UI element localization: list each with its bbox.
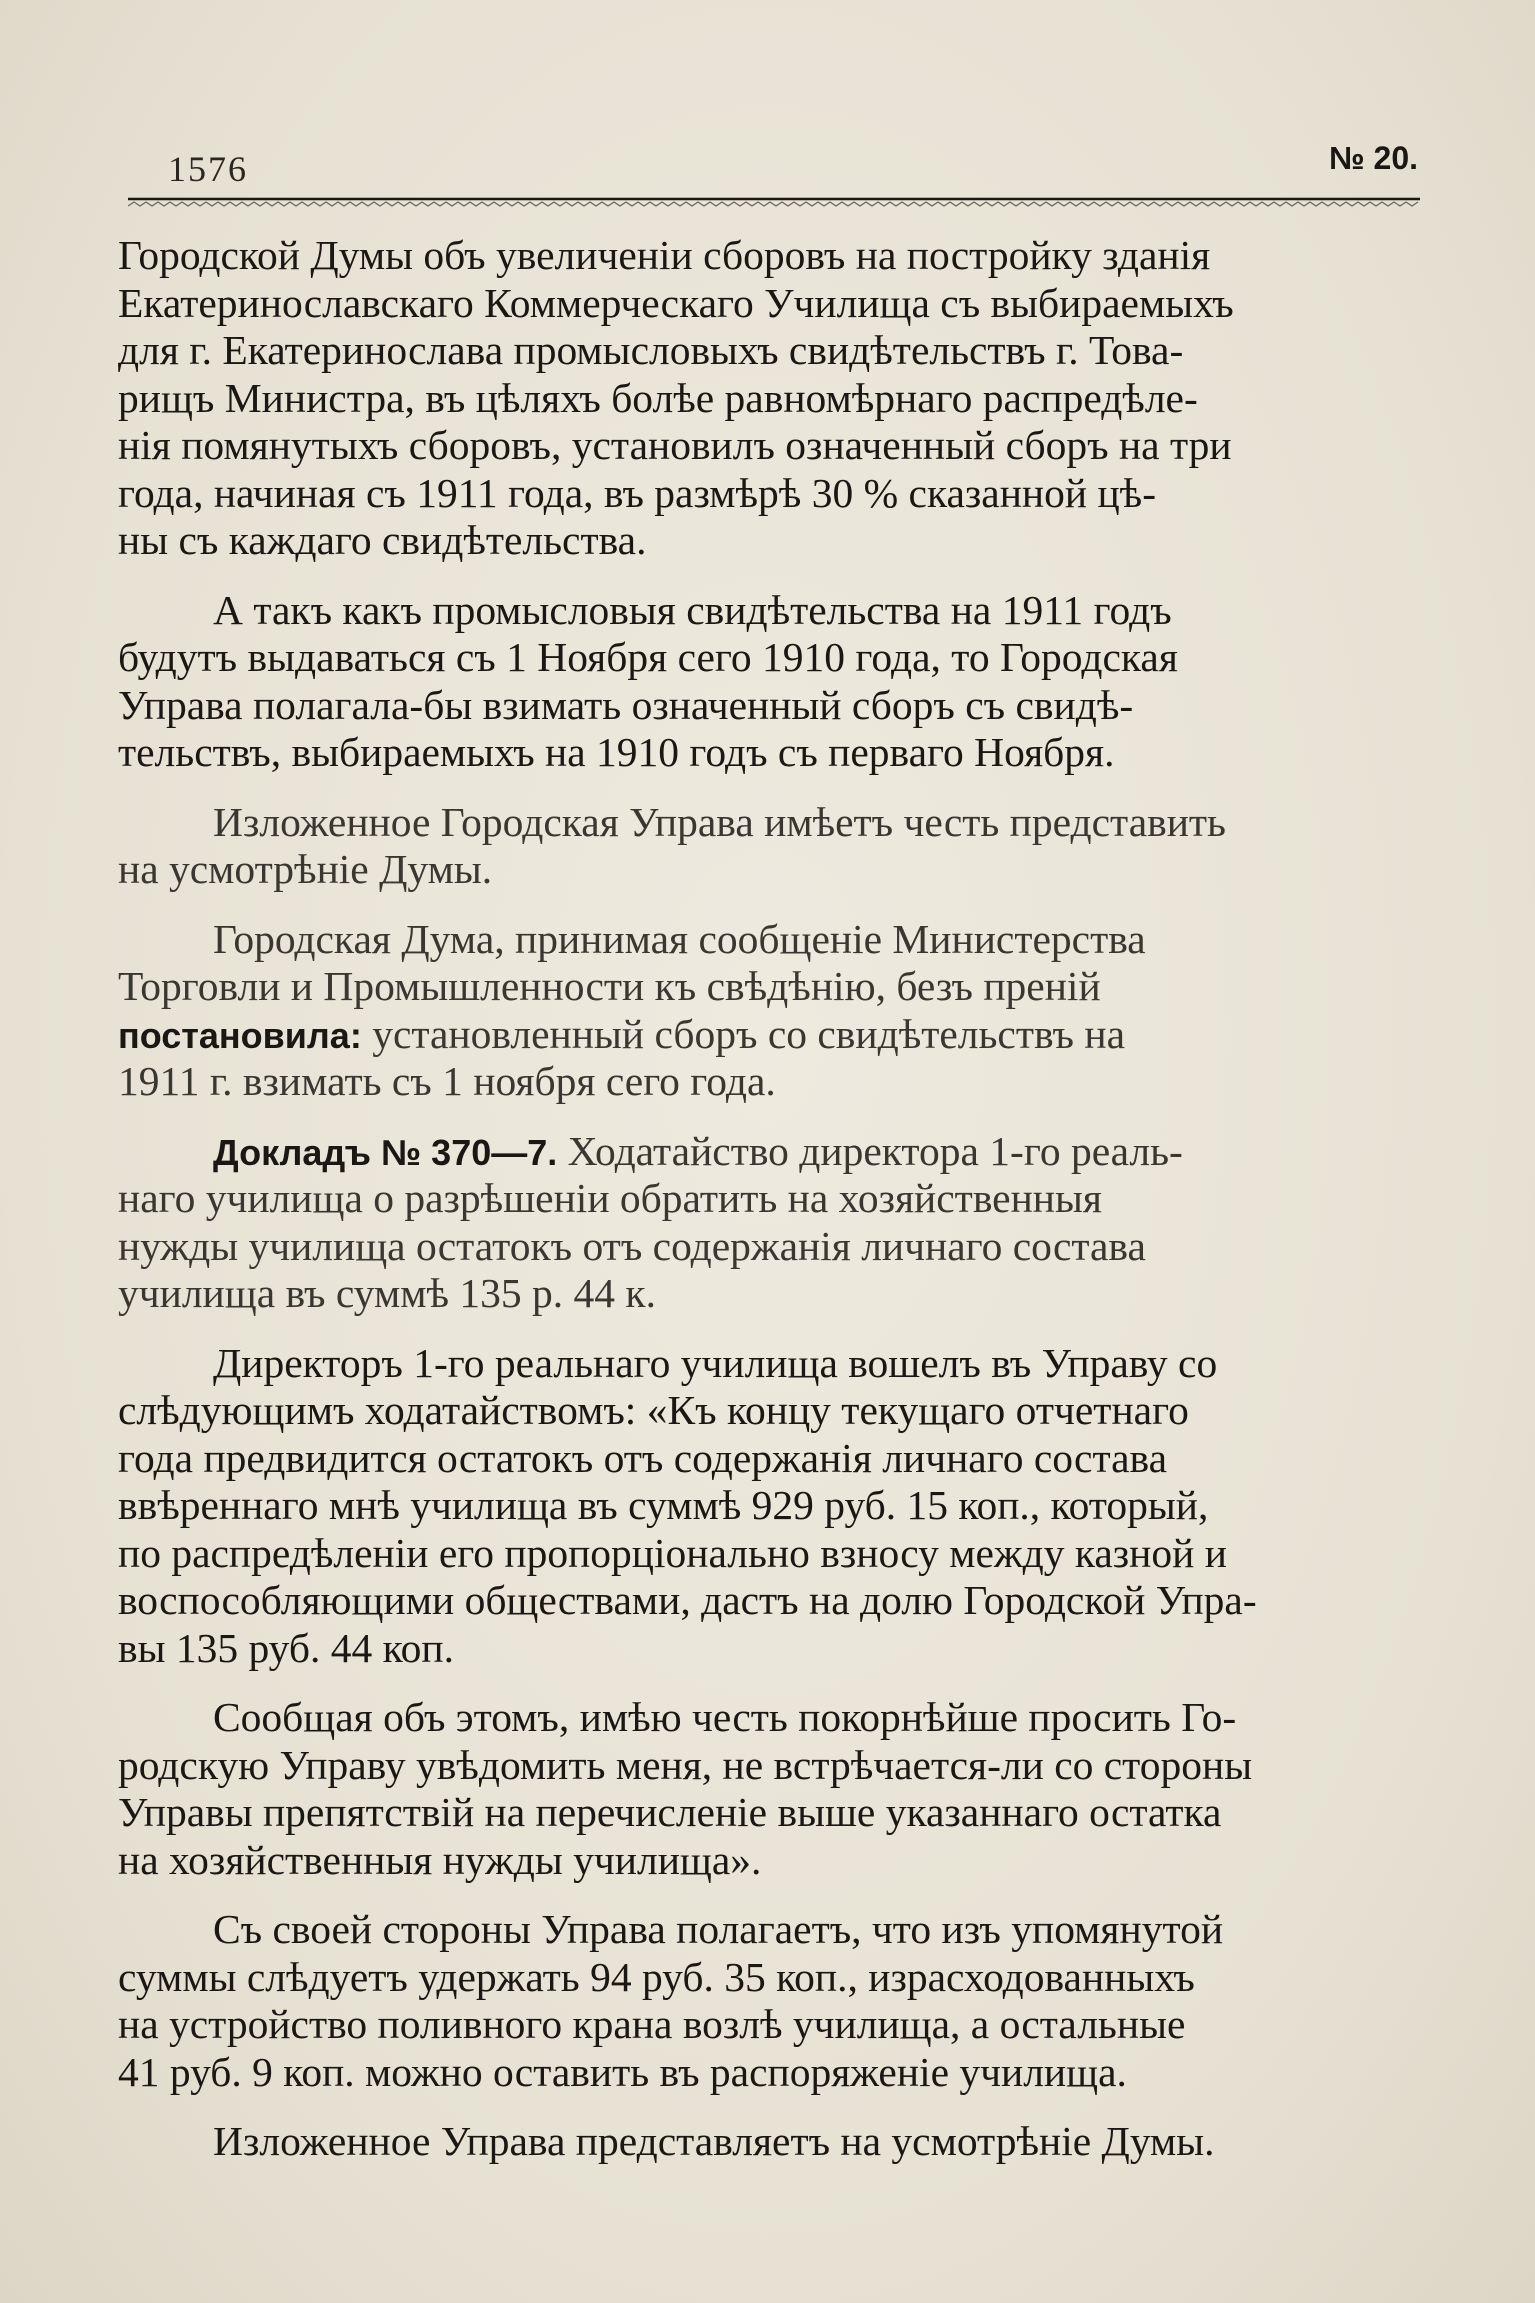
text-line	[118, 1011, 1416, 1059]
text-line: ны съ каждаго свидѣтельства.	[118, 517, 647, 563]
text-line: Сообщая объ этомъ, имѣю честь покорнѣйше просить Го-	[213, 1694, 1237, 1740]
text-line: ввѣреннаго мнѣ училища въ суммѣ 929 руб. 15 коп., который,	[118, 1482, 1209, 1528]
page-number: 1576	[168, 149, 248, 189]
text-line: Управы препятствiй на перечисленiе выше указаннаго остатка	[118, 1789, 1222, 1835]
paragraph	[118, 2118, 1416, 2166]
text-line: нужды училища остатокъ отъ содержанiя личнаго состава	[118, 1222, 1146, 1269]
text-line: суммы слѣдуетъ удержать 94 руб. 35 коп., израсходованныхъ	[118, 1953, 1195, 2000]
text-line: Изложенное Управа представляетъ на усмотрѣнiе Думы.	[213, 2118, 1215, 2164]
text-line: А такъ какъ промысловыя свидѣтельства на 1911 годъ	[213, 586, 1172, 633]
document-body	[118, 232, 1416, 2188]
text-line: рищъ Министра, въ цѣляхъ болѣе равномѣрнаго распредѣле-	[118, 374, 1198, 421]
text-line: Изложенное Городская Управа имѣетъ честь представить	[213, 798, 1226, 845]
text-line: слѣдующимъ ходатайствомъ: «Къ концу текущаго отчетнаго	[118, 1387, 1189, 1433]
text-line: будутъ выдаваться съ 1 Ноября сего 1910 года, то Городская	[118, 634, 1178, 680]
text-line: 41 руб. 9 коп. можно оставить въ распоряженiе училища.	[118, 2048, 1127, 2095]
text-line: училища въ суммѣ 135 р. 44 к.	[118, 1270, 656, 1316]
paragraph	[118, 232, 1416, 565]
text-line: года предвидится остатокъ отъ содержанiя личнаго состава	[118, 1434, 1167, 1481]
text-line: Городская Дума, принимая сообщенiе Министерства	[213, 915, 1146, 962]
text-line: на устройство поливного крана возлѣ училища, а остальные	[118, 2001, 1186, 2047]
text-line: наго училища о разрѣшенiи обратить на хозяйственныя	[118, 1175, 1102, 1221]
report-paragraph	[118, 1128, 1416, 1318]
text-line: Управа полагала-бы взимать означенный сборъ съ свидѣ-	[118, 681, 1134, 728]
header-rule	[128, 196, 1420, 210]
report-heading: Докладъ № 370—7.	[213, 1131, 558, 1173]
text-fragment: Ходатайство директора 1-го реаль-	[567, 1127, 1183, 1174]
resolution-paragraph	[118, 916, 1416, 1106]
text-line: Съ своей стороны Управа полагаетъ, что изъ упомянутой	[213, 1906, 1224, 1952]
paragraph	[118, 799, 1416, 894]
page-header	[128, 140, 1418, 190]
paragraph	[118, 587, 1416, 777]
text-fragment: установленный сборъ со свидѣтельствъ на	[372, 1010, 1126, 1057]
text-line: для г. Екатеринослава промысловыхъ свидѣтельствъ г. Това-	[118, 327, 1184, 373]
text-line: Екатеринославскаго Коммерческаго Училища съ выбираемыхъ	[118, 279, 1234, 326]
text-line	[118, 1128, 1416, 1176]
resolution-label: постановила:	[118, 1014, 362, 1056]
text-line: года, начиная съ 1911 года, въ размѣрѣ 30 % сказанной цѣ-	[118, 469, 1157, 516]
text-line: Городской Думы объ увеличенiи сборовъ на постройку зданiя	[118, 232, 1211, 278]
text-line: родскую Управу увѣдомить меня, не встрѣчается-ли со стороны	[118, 1741, 1253, 1788]
text-line: вы 135 руб. 44 коп.	[118, 1624, 455, 1671]
text-line: 1911 г. взимать съ 1 ноября сего года.	[118, 1058, 776, 1104]
text-line: тельствъ, выбираемыхъ на 1910 годъ съ перваго Ноября.	[118, 729, 1115, 775]
paragraph	[118, 1340, 1416, 1673]
text-line: по распредѣленiи его пропорцiонально взносу между казной и	[118, 1529, 1227, 1576]
text-line: на усмотрѣнiе Думы.	[118, 846, 493, 892]
text-line: воспособляющими обществами, дастъ на долю Городской Упра-	[118, 1577, 1257, 1623]
paragraph	[118, 1694, 1416, 1884]
text-line: Директоръ 1-го реальнаго училища вошелъ въ Управу со	[213, 1339, 1218, 1386]
paragraph	[118, 1906, 1416, 2096]
issue-number: № 20.	[1328, 140, 1418, 176]
text-line: нiя помянутыхъ сборовъ, установилъ означенный сборъ на три	[118, 422, 1232, 468]
text-line: Торговли и Промышленности къ свѣдѣнiю, безъ пренiй	[118, 963, 1101, 1009]
text-line: на хозяйственныя нужды училища».	[118, 1836, 762, 1883]
